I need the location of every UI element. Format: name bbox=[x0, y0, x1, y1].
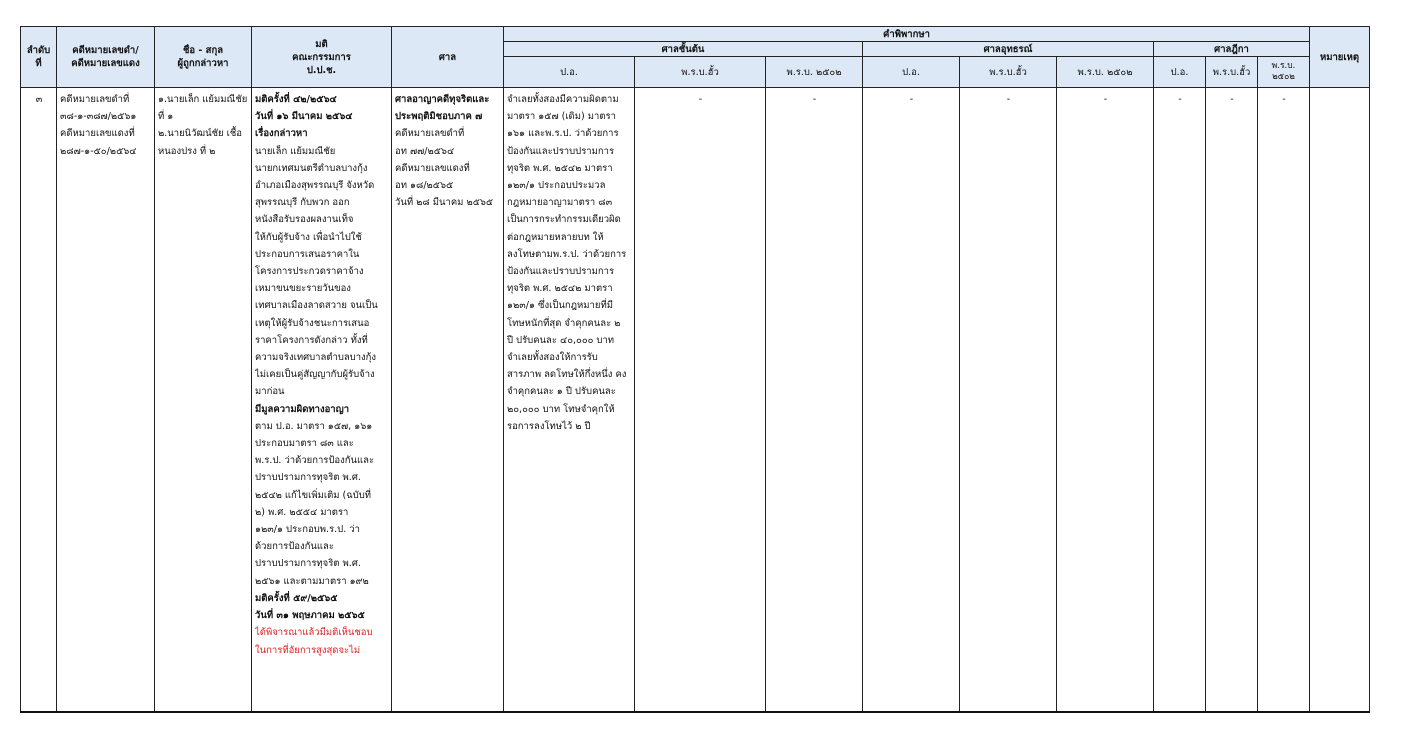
text-line: ความจริงเทศบาลตำบลบางกุ้ง bbox=[255, 352, 377, 364]
text-line: วันที่ ๒๘ มีนาคม ๒๕๖๕ bbox=[395, 197, 494, 209]
text-line: เป็นการกระทำกรรมเดียวผิด bbox=[507, 214, 621, 226]
text-line: เหตุให้ผู้รับจ้างชนะการเสนอ bbox=[255, 317, 370, 329]
text-line: เหมาขนขยะรายวันของ bbox=[255, 283, 351, 295]
header-appeal-court: ศาลอุทธรณ์ bbox=[863, 42, 1154, 57]
header-judgment: คำพิพากษา bbox=[504, 27, 1310, 42]
text-line: ปราบปรามการทุจริต พ.ศ. bbox=[255, 558, 361, 570]
text-line: ตาม ป.อ. มาตรา ๑๕๗, ๑๖๑ bbox=[255, 420, 373, 432]
header-supreme-court: ศาลฎีกา bbox=[1154, 42, 1310, 57]
header-appeal-hua: พ.ร.บ.ฮั้ว bbox=[960, 57, 1057, 88]
text-line: ๒๐,๐๐๐ บาท โทษจำคุกให้ bbox=[507, 403, 615, 415]
text-line: ๒๕๖๑ และตามมาตรา ๑๙๒ bbox=[255, 575, 369, 587]
text-line: วันที่ ๑๖ มีนาคม ๒๕๖๔ bbox=[255, 111, 353, 123]
text-line: ๒๕๔๒ แก้ไขเพิ่มเติม (ฉบับที่ bbox=[255, 489, 372, 501]
text-line: กฎหมายอาญามาตรา ๘๓ bbox=[507, 197, 613, 209]
text-line: สารภาพ ลดโทษให้กึ่งหนึ่ง คง bbox=[507, 369, 627, 381]
cell-supreme-hua: - bbox=[1206, 88, 1258, 713]
table-row bbox=[21, 88, 1370, 713]
text-line: ๑๒๓/๑ ประกอบประมวล bbox=[507, 180, 606, 192]
header-order: ลำดับ ที่ bbox=[21, 27, 57, 88]
text-line: ป้องกันและปราบปรามการ bbox=[507, 145, 615, 157]
text-line: ๒) พ.ศ. ๒๕๕๔ มาตรา bbox=[255, 506, 349, 518]
text-line: ด้วยการป้องกันและ bbox=[255, 541, 334, 553]
header-appeal-2502: พ.ร.บ. ๒๕๐๒ bbox=[1057, 57, 1154, 88]
text-line: จำเลยทั้งสองมีความผิดตาม bbox=[507, 94, 619, 105]
text-line: มติครั้งที่ ๕๙/๒๕๖๕ bbox=[255, 592, 338, 604]
text-line: นายเล็ก แย้มมณีชัย bbox=[255, 145, 336, 157]
text-line: คดีหมายเลขดำที่ bbox=[395, 128, 465, 140]
header-remark: หมายเหตุ bbox=[1310, 27, 1370, 88]
text-line: ประกอบการเสนอราคาใน bbox=[255, 248, 360, 260]
header-accused-name: ชื่อ - สกุล ผู้ถูกกล่าวหา bbox=[155, 27, 252, 88]
text-line: ปราบปรามการทุจริต พ.ศ. bbox=[255, 472, 361, 484]
text-line: ทุจริต พ.ศ. ๒๕๔๒ มาตรา bbox=[507, 162, 613, 174]
cell-accused-name: ๑.นายเล็ก แย้มมณีชัย ที่ ๑ ๒.นายนิวัฒน์ชัย เชื้อ หนองปรง ที่ ๒ bbox=[155, 88, 252, 713]
text-line: สุพรรณบุรี กับพวก ออก bbox=[255, 197, 350, 209]
cell-first-court-po bbox=[504, 88, 635, 713]
text-line: ป้องกันและปราบปรามการ bbox=[507, 266, 615, 278]
header-supreme-2502: พ.ร.บ. ๒๕๐๒ bbox=[1258, 57, 1310, 88]
cell-order: ๓ bbox=[21, 88, 57, 713]
cell-first-court-2502: - bbox=[766, 88, 863, 713]
text-line: ทุจริต พ.ศ. ๒๕๔๒ มาตรา bbox=[507, 283, 613, 295]
text-line: หนังสือรับรองผลงานเท็จ bbox=[255, 214, 354, 226]
text-line: จำคุกคนละ ๑ ปี ปรับคนละ bbox=[507, 386, 616, 398]
cell-appeal-po: - bbox=[863, 88, 960, 713]
text-line: ให้กับผู้รับจ้าง เพื่อนำไปใช้ bbox=[255, 231, 362, 243]
text-line: อท ๑๘/๒๕๖๕ bbox=[395, 180, 454, 192]
header-first-2502: พ.ร.บ. ๒๕๐๒ bbox=[766, 57, 863, 88]
text-line: จำเลยทั้งสองให้การรับ bbox=[507, 352, 598, 364]
cell-appeal-hua: - bbox=[960, 88, 1057, 713]
cell-case-number: คดีหมายเลขดำที่ ๓๘-๑-๓๘๗/๒๕๖๑ คดีหมายเลขแดงที่ ๒๘๗-๑-๕๐/๒๕๖๔ bbox=[57, 88, 155, 713]
text-line: มาตรา ๑๕๗ (เดิม) มาตรา bbox=[507, 111, 616, 123]
text-line: อท ๗๗/๒๕๖๔ bbox=[395, 145, 455, 157]
text-line: ราคาโครงการดังกล่าว ทั้งที่ bbox=[255, 334, 368, 346]
judgment-table bbox=[20, 26, 1370, 713]
text-line: ประกอบมาตรา ๘๓ และ bbox=[255, 438, 354, 450]
text-line: มาก่อน bbox=[255, 386, 285, 398]
text-line: มติครั้งที่ ๔๒/๒๕๖๔ bbox=[255, 94, 337, 105]
text-line: ศาลอาญาคดีทุจริตและ bbox=[395, 94, 490, 105]
text-line: นายกเทศมนตรีตำบลบางกุ้ง bbox=[255, 162, 368, 174]
text-line: ไม่เคยเป็นคู่สัญญากับผู้รับจ้าง bbox=[255, 369, 375, 381]
text-line: ๑๒๓/๑ ซึ่งเป็นกฎหมายที่มี bbox=[507, 300, 613, 312]
text-line: ๑๖๑ และพ.ร.ป. ว่าด้วยการ bbox=[507, 128, 619, 140]
text-line: อำเภอเมืองสุพรรณบุรี จังหวัด bbox=[255, 180, 375, 192]
cell-first-court-hua: - bbox=[635, 88, 766, 713]
cell-supreme-po: - bbox=[1154, 88, 1206, 713]
header-first-po: ป.อ. bbox=[504, 57, 635, 88]
cell-supreme-2502: - bbox=[1258, 88, 1310, 713]
text-line: โครงการประกวดราคาจ้าง bbox=[255, 266, 364, 278]
text-line: เรื่องกล่าวหา bbox=[255, 128, 308, 140]
text-line: วันที่ ๓๑ พฤษภาคม ๒๕๖๕ bbox=[255, 610, 365, 622]
text-line: คดีหมายเลขแดงที่ bbox=[395, 162, 470, 174]
text-line: ได้พิจารณาแล้วมีมติเห็นชอบ bbox=[255, 627, 373, 639]
text-line: ต่อกฎหมายหลายบท ให้ bbox=[507, 231, 604, 243]
text-line: ในการที่อัยการสูงสุดจะไม่ bbox=[255, 644, 361, 656]
text-line: พ.ร.ป. ว่าด้วยการป้องกันและ bbox=[255, 455, 375, 467]
text-line: ปี ปรับคนละ ๔๐,๐๐๐ บาท bbox=[507, 334, 615, 346]
text-line: ๑๒๓/๑ ประกอบพ.ร.ป. ว่า bbox=[255, 524, 360, 536]
cell-court bbox=[392, 88, 504, 713]
text-line: โทษหนักที่สุด จำคุกคนละ ๒ bbox=[507, 317, 621, 329]
header-supreme-hua: พ.ร.บ.ฮั้ว bbox=[1206, 57, 1258, 88]
header-case-number: คดีหมายเลขดำ/ คดีหมายเลขแดง bbox=[57, 27, 155, 88]
header-appeal-po: ป.อ. bbox=[863, 57, 960, 88]
text-line: เทศบาลเมืองลาดสวาย จนเป็น bbox=[255, 300, 378, 312]
cell-appeal-2502: - bbox=[1057, 88, 1154, 713]
header-first-court: ศาลชั้นต้น bbox=[504, 42, 863, 57]
cell-resolution bbox=[252, 88, 392, 713]
header-supreme-po: ป.อ. bbox=[1154, 57, 1206, 88]
header-court: ศาล bbox=[392, 27, 504, 88]
text-line: ลงโทษตามพ.ร.ป. ว่าด้วยการ bbox=[507, 248, 627, 260]
cell-remark bbox=[1310, 88, 1370, 713]
header-first-hua: พ.ร.บ.ฮั้ว bbox=[635, 57, 766, 88]
text-line: มีมูลความผิดทางอาญา bbox=[255, 403, 350, 415]
header-resolution: มติ คณะกรรมการ ป.ป.ช. bbox=[252, 27, 392, 88]
text-line: รอการลงโทษไว้ ๒ ปี bbox=[507, 420, 591, 432]
text-line: ประพฤติมิชอบภาค ๗ bbox=[395, 111, 483, 123]
